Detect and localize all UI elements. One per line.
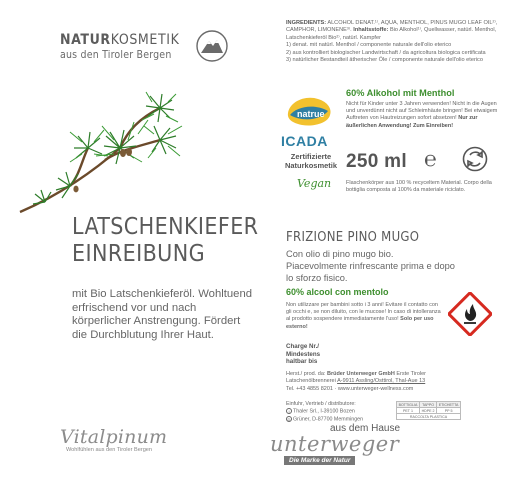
brand-subtitle: aus den Tiroler Bergen bbox=[60, 49, 172, 61]
mountain-icon bbox=[196, 30, 228, 62]
manufacturer-block bbox=[286, 371, 466, 393]
country-mark-d: D bbox=[287, 416, 291, 422]
brand-name-bold: NATUR bbox=[60, 32, 111, 48]
ingredients-block bbox=[286, 20, 504, 64]
vitalpinum-name: Vitalpinum bbox=[60, 426, 168, 448]
distributor-germany: Grüner, D-87700 Memmingen bbox=[293, 416, 364, 423]
flammable-hazard-icon bbox=[448, 292, 492, 336]
ingredients-note-2: 2) aus kontrolliert biologischer Landwirtschaft / da agricoltura biologica certificata bbox=[286, 49, 486, 56]
product-title-line1: LATSCHENKIEFER bbox=[72, 214, 259, 240]
alcohol-heading-de: 60% Alkohol mit Menthol bbox=[346, 88, 455, 98]
brand-logo bbox=[60, 32, 179, 61]
natrue-label: natrue bbox=[297, 109, 325, 119]
best-before-label-2: haltbar bis bbox=[286, 358, 318, 366]
recycling-table bbox=[396, 401, 461, 420]
recycle-icon bbox=[462, 146, 488, 172]
batch-label: Charge Nr./ bbox=[286, 343, 320, 350]
italian-description: Con olio di pino mugo bio. Piacevolmente rinfrescante prima e dopo lo sforzo fisico. bbox=[286, 249, 455, 283]
distribution-block bbox=[286, 401, 396, 423]
batch-info bbox=[286, 343, 320, 366]
product-title-line2: EINREIBUNG bbox=[72, 241, 206, 267]
manufacturer-company: Brüder Unterweger GmbH bbox=[326, 371, 395, 377]
brand-name-light: KOSMETIK bbox=[110, 32, 180, 48]
ingredients-note-3: 3) natürlicher Bestandteil ätherischer Öle / componente naturale dell'olio eterico bbox=[286, 57, 483, 64]
unterweger-logo: unterweger bbox=[270, 432, 400, 456]
icada-label: ICADA bbox=[281, 133, 328, 149]
manufacturer-label: Herst./ prod. da: bbox=[286, 371, 327, 377]
bottle-material-note: Flaschenkörper aus 100 % recyceltem Material. Corpo della bottiglia composta al 100% da materiale riciclato. bbox=[346, 180, 492, 194]
certified-line1: Zertifizierte bbox=[290, 152, 332, 161]
manufacturer-rest: Erste Tiroler Latschenölbrennerei bbox=[286, 371, 427, 385]
ingredients-text: ALCOHOL DENAT.¹⁾, AQUA, MENTHOL, PINUS MUGO LEAF OIL²⁾, CAMPHOR, LIMONENE³⁾. bbox=[286, 20, 498, 34]
aus-dem-hause-label: aus dem Hause bbox=[330, 423, 401, 434]
italian-warning bbox=[286, 302, 444, 331]
certified-line2: Naturkosmetik bbox=[284, 161, 338, 170]
recycling-code-cell: PP 5 bbox=[437, 408, 461, 414]
manufacturer-contact: Tel. +43 4855 8201 · www.unterweger-wellness.com bbox=[286, 385, 414, 392]
best-before-label-1: Mindestens bbox=[286, 350, 321, 358]
italian-title: FRIZIONE PINO MUGO bbox=[286, 230, 420, 245]
italian-warning-text: Non utilizzare per bambini sotto i 3 anni! Evitare il contatto con gli occhi e, se non diluito, con le mucose! In caso di intolleranza al prodotto sospendere immediatamente l'uso! bbox=[286, 302, 441, 323]
product-description-de: mit Bio Latschenkieferöl. Wohltuend erfrischend vor und nach körperlicher Anstrengung. Fördert die Durchblutung Ihrer Haut. bbox=[72, 288, 253, 341]
recycling-table-footer bbox=[397, 414, 461, 420]
recycling-header-cell: ETICHETTA bbox=[437, 402, 461, 408]
manufacturer-address: A-9911 Assling/Osttirol, Thal-Aue 13 bbox=[337, 378, 426, 385]
warning-de-text: Nicht für Kinder unter 3 Jahren verwenden! Nicht in die Augen und unverdünnt nicht auf Schleimhäute bringen! Bei etwaigem Auftreten von Hautreizungen sofort absetzen! bbox=[346, 101, 498, 122]
italian-warning-bold: Solo per uso esterno! bbox=[286, 316, 434, 330]
recycling-code-cell: HDPE 2 bbox=[419, 408, 436, 414]
recycling-header-cell: TAPPO bbox=[419, 402, 436, 408]
distributor-italy: Thaler Srl., I-39100 Bozen bbox=[293, 408, 355, 415]
product-title bbox=[72, 214, 258, 268]
recycling-footer-cell: RACCOLTA PLASTICA bbox=[397, 414, 461, 420]
warning-de-bold: Nur zur äußerlichen Anwendung! Zum Einreiben! bbox=[346, 115, 478, 129]
volume-label: 250 ml bbox=[346, 151, 407, 172]
warning-de bbox=[346, 101, 506, 130]
italian-alcohol: 60% alcool con mentolo bbox=[286, 287, 389, 297]
certified-label bbox=[283, 152, 339, 170]
pine-branch-illustration bbox=[10, 90, 200, 220]
ingredients-text-de: Bio Alkohol¹⁾, Quellwasser, natürl. Menthol, Latschenkieferöl Bio²⁾, natürl. Kampfer bbox=[286, 27, 497, 41]
distribution-heading: Einfuhr, Vertrieb / distributore: bbox=[286, 401, 356, 407]
recycling-code-cell: PET 1 bbox=[397, 408, 420, 414]
country-mark-i: I bbox=[286, 408, 292, 414]
vegan-label: Vegan bbox=[297, 177, 332, 190]
estimated-sign-icon: ℮ bbox=[424, 148, 437, 171]
unterweger-slogan: Die Marke der Natur bbox=[284, 456, 355, 465]
vitalpinum-tagline: Wohlfühlen aus den Tiroler Bergen bbox=[66, 447, 153, 453]
ingredients-note-1: 1) denat. mit natürl. Menthol / componente naturale dell'olio eterico bbox=[286, 42, 452, 49]
ingredients-heading: INGREDIENTS: bbox=[286, 20, 327, 26]
ingredients-heading-de: Inhaltsstoffe: bbox=[353, 27, 389, 34]
recycling-header-cell: BOTTIGLIA bbox=[397, 402, 420, 408]
vitalpinum-logo bbox=[60, 426, 167, 453]
natrue-logo-icon bbox=[284, 93, 334, 131]
